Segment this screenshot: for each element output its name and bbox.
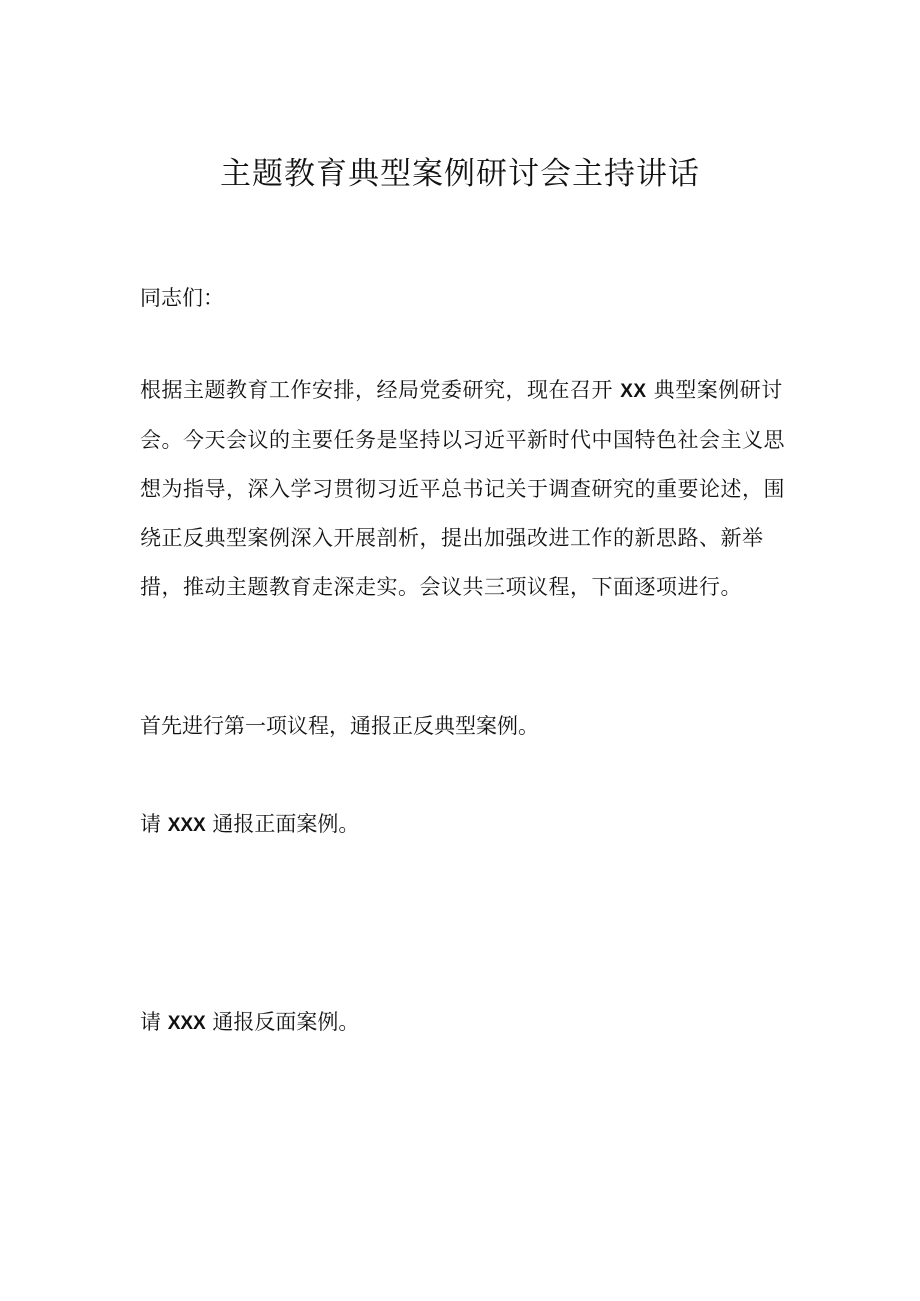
document-title: 主题教育典型案例研讨会主持讲话: [220, 156, 700, 192]
negative-suffix: 通报反面案例。: [212, 1010, 360, 1034]
negative-case-line: [140, 1012, 359, 1033]
positive-prefix: 请: [140, 812, 161, 836]
agenda-item-one: 首先进行第一项议程，通报正反典型案例。: [140, 714, 539, 738]
salutation: 同志们：: [140, 286, 224, 310]
intro-paragraph: [140, 366, 800, 612]
intro-text-after: 典型案例研讨会。今天会议的主要任务是坚持以习近平新时代中国特色社会主义思想为指导，深入学习贯彻习近平总书记关于调查研究的重要论述，围绕正反典型案例深入开展剖析，提出加强改进工作的新思路、新举措，推动主题教育走深走实。会议共三项议程，下面逐项进行。: [140, 378, 785, 599]
positive-suffix: 通报正面案例。: [212, 812, 360, 836]
negative-presenter: XXX: [167, 1013, 206, 1034]
positive-case-line: [140, 814, 359, 835]
intro-text-before: 根据主题教育工作安排，经局党委研究，现在召开: [140, 378, 613, 402]
positive-presenter: XXX: [167, 815, 206, 836]
meeting-code: XX: [620, 381, 647, 402]
negative-prefix: 请: [140, 1010, 161, 1034]
